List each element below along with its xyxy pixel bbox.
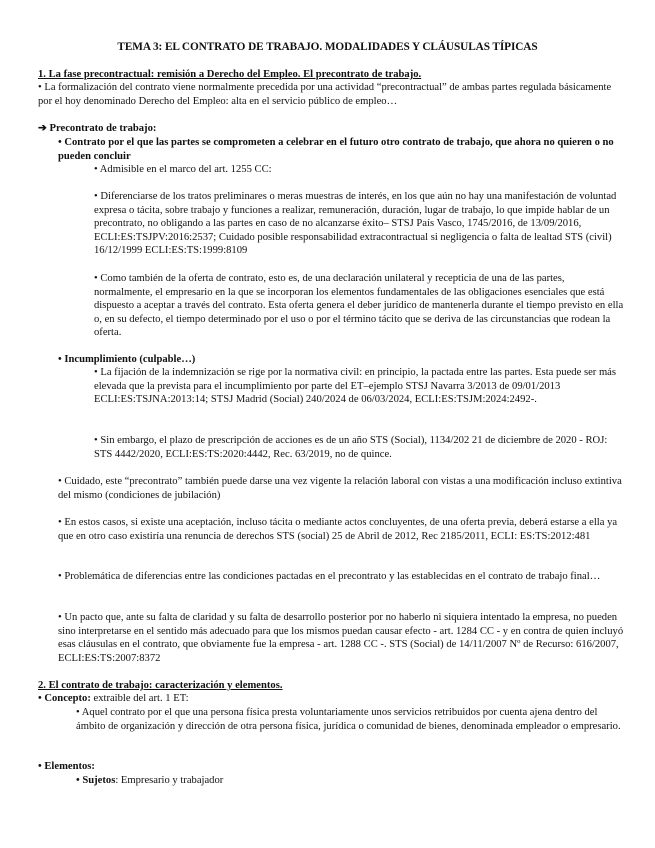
section-1-heading: 1. La fase precontractual: remisión a Derecho del Empleo. El precontrato de trabajo.	[38, 69, 422, 80]
prescripcion-item: • Sin embargo, el plazo de prescripción de acciones es de un año STS (Social), 1134/202 21 de diciembre de 2020 - ROJ: STS 4442/2020, ECLI:ES:TS:2020:4442, Rec. 63/2019, no de quince.	[94, 435, 608, 460]
problematica-item: • Problemática de diferencias entre las condiciones pactadas en el precontrato y las establecidas en el contrato de trabajo final…	[58, 571, 601, 582]
diff-tratos-item: • Diferenciarse de los tratos preliminares o meras muestras de interés, en los que aún no hay una manifestación de voluntad expresa o tácita, sobre trabajo y funciones a realizar, remuneración, duración, lugar de trabajo, lo que impide hablar de un precontrato, no obligando a las partes en caso de no alcanzarse éxito– STSJ País Vasco, 1745/2016, de 13/09/2016, ECLI:ES:TSJPV:2016:2537; Cuidado posible responsabilidad extracontractual si negligencia o falta de lealtad STS (civil) 16/12/1999 ECLI:ES:TS:1999:8109	[94, 191, 617, 257]
cuidado-item: • Cuidado, este “precontrato” también puede darse una vez vigente la relación laboral con vistas a una modificación incluso extintiva del mismo (condiciones de jubilación)	[58, 476, 622, 501]
sujetos-label: • Sujetos	[76, 775, 116, 786]
concepto-line	[38, 692, 623, 706]
elementos-label: • Elementos:	[38, 761, 95, 772]
pacto-item: • Un pacto que, ante su falta de claridad y su falta de desarrollo posterior por no haberlo ni siquiera intentado la empresa, no pueden sino interpretarse en el sentido más adecuado para que los mismos puedan causar efecto - art. 1284 CC - y en contra de quien incluyó esas cláusulas en el contrato, que obviamente fue la empresa - art. 1288 CC -. STS (Social) de 14/11/2007 Nº de Recurso: 616/2007, ECLI:ES:TS:2007:8372	[58, 612, 624, 664]
precontrato-heading: ➔ Precontrato de trabajo:	[38, 123, 157, 134]
sujetos-text: : Empresario y trabajador	[115, 775, 224, 786]
precontrato-definition: • Contrato por el que las partes se comprometen a celebrar en el futuro otro contrato de trabajo, que ahora no quieren o no pueden concluir	[58, 137, 614, 162]
concepto-definition: • Aquel contrato por el que una persona física presta voluntariamente unos servicios retribuidos por cuenta ajena dentro del ámbito de organización y dirección de otra persona física, jurídica o comunidad de bienes, denominada empleador o empresario.	[76, 707, 621, 732]
diff-oferta-item: • Como también de la oferta de contrato, esto es, de una declaración unilateral y recepticia de una de las partes, normalmente, el empresario en la que se incorporan los elementos fundamentales de las obligaciones esenciales que está dispuesto a aceptar a través del contrato. Esta oferta genera el deber jurídico de mantenerla durante el tiempo previsto en ella o, en su defecto, el tiempo determinado por el uso o por el término tácito que se deriva de las circunstancias que rodean la oferta.	[94, 273, 624, 339]
concepto-label: • Concepto:	[38, 693, 91, 704]
concepto-source: extraible del art. 1 ET:	[90, 693, 189, 704]
section-1-intro: • La formalización del contrato viene normalmente precedida por una actividad “precontractual” de ambas partes regulada básicamente por el hoy denominado Derecho del Empleo: alta en el servicio público de empleo…	[38, 82, 612, 107]
sujetos-line	[76, 774, 624, 788]
incumplimiento-label: • Incumplimiento (culpable…)	[58, 354, 196, 365]
admissible-item: • Admisible en el marco del art. 1255 CC:	[94, 164, 272, 175]
document-title: TEMA 3: EL CONTRATO DE TRABAJO. MODALIDADES Y CLÁUSULAS TÍPICAS	[117, 41, 538, 53]
aceptacion-item: • En estos casos, si existe una aceptación, incluso tácita o mediante actos concluyentes, de una oferta previa, deberá estarse a ella ya que en otro caso existiría una renuncia de derechos STS (social) 25 de Abril de 2012, Rec 2185/2011, ECLI: ES:TS:2012:481	[58, 517, 618, 542]
indemnizacion-item: • La fijación de la indemnización se rige por la normativa civil: en principio, la pactada entre las partes. Esta puede ser más elevada que la prevista para el incumplimiento por parte del ET–ejemplo STSJ Navarra 3/2013 de 09/01/2013 ECLI:ES:TSJNA:2013:14; STSJ Madrid (Social) 240/2024 de 06/03/2024, ECLI:ES:TSJM:2024:2492-.	[94, 367, 617, 406]
section-2-heading: 2. El contrato de trabajo: caracterización y elementos.	[38, 680, 283, 691]
